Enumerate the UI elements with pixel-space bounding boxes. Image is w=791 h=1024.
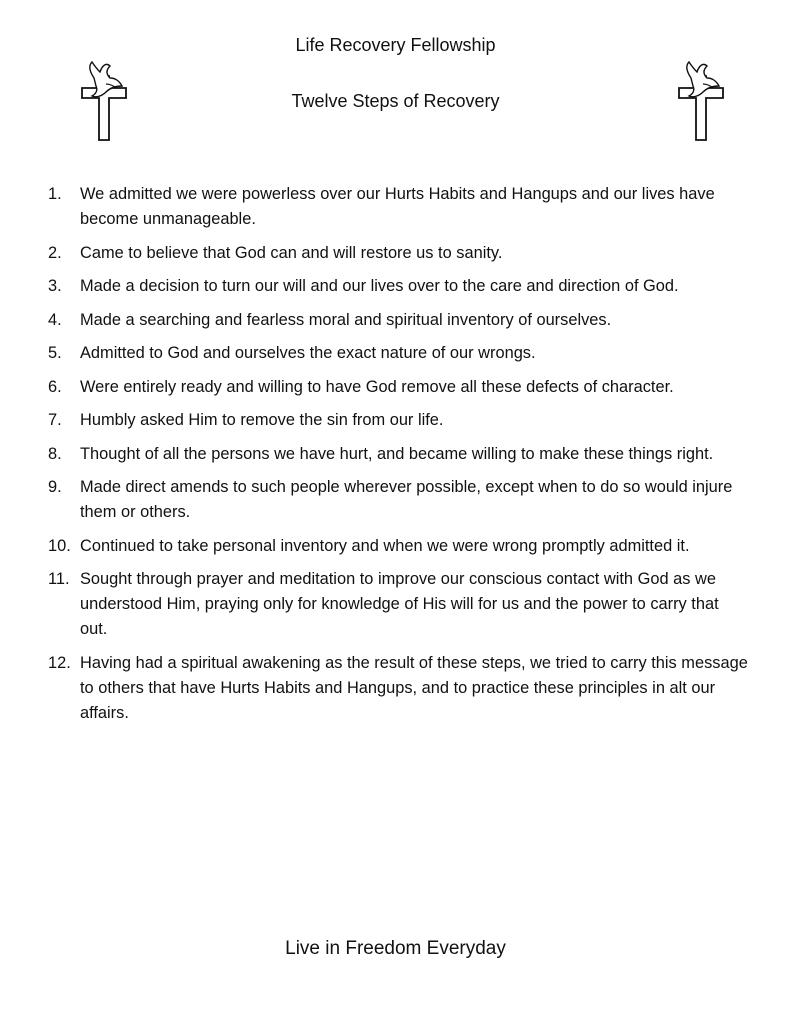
step-number: 2. xyxy=(48,243,62,262)
list-item xyxy=(48,182,748,232)
step-text: Sought through prayer and meditation to improve our conscious contact with God as we understood Him, praying only for knowledge of His will for us and the power to carry that out. xyxy=(80,570,719,638)
footer-tagline: Live in Freedom Everyday xyxy=(285,938,506,959)
list-item xyxy=(48,534,748,559)
step-number: 6. xyxy=(48,377,62,396)
list-item xyxy=(48,308,748,333)
step-text: Made a searching and fearless moral and spiritual inventory of ourselves. xyxy=(80,310,612,329)
steps-list xyxy=(48,182,748,734)
step-text: Were entirely ready and willing to have God remove all these defects of character. xyxy=(80,377,674,396)
step-number: 9. xyxy=(48,478,62,496)
list-item xyxy=(48,375,748,400)
list-item xyxy=(48,408,748,433)
list-item xyxy=(48,475,748,525)
step-number: 10. xyxy=(48,536,71,555)
step-text: Having had a spiritual awakening as the result of these steps, we tried to carry this message to others that have Hurts Habits and Hangups, and to practice these principles in alt our affairs. xyxy=(80,653,748,722)
step-text: Made a decision to turn our will and our lives over to the care and direction of God. xyxy=(80,277,679,295)
page-subtitle: Twelve Steps of Recovery xyxy=(291,91,500,111)
step-text: We admitted we were powerless over our Hurts Habits and Hangups and our lives have become unmanageable. xyxy=(80,185,715,228)
step-text: Admitted to God and ourselves the exact nature of our wrongs. xyxy=(80,344,536,362)
step-number: 5. xyxy=(48,344,62,362)
step-number: 4. xyxy=(48,310,62,329)
page-title: Life Recovery Fellowship xyxy=(295,35,496,55)
list-item xyxy=(48,651,748,726)
step-number: 7. xyxy=(48,411,62,429)
list-item xyxy=(48,567,748,642)
step-number: 3. xyxy=(48,277,62,295)
list-item xyxy=(48,442,748,467)
list-item xyxy=(48,274,748,299)
step-text: Came to believe that God can and will restore us to sanity. xyxy=(80,243,503,262)
step-number: 8. xyxy=(48,444,62,463)
step-text: Continued to take personal inventory and when we were wrong promptly admitted it. xyxy=(80,536,690,555)
step-text: Humbly asked Him to remove the sin from our life. xyxy=(80,411,444,429)
step-number: 12. xyxy=(48,653,71,672)
step-text: Made direct amends to such people wherever possible, except when to do so would injure them or others. xyxy=(80,478,733,521)
step-number: 1. xyxy=(48,185,62,203)
step-text: Thought of all the persons we have hurt, and became willing to make these things right. xyxy=(80,444,714,463)
step-number: 11. xyxy=(48,570,70,588)
list-item xyxy=(48,241,748,266)
list-item xyxy=(48,341,748,366)
